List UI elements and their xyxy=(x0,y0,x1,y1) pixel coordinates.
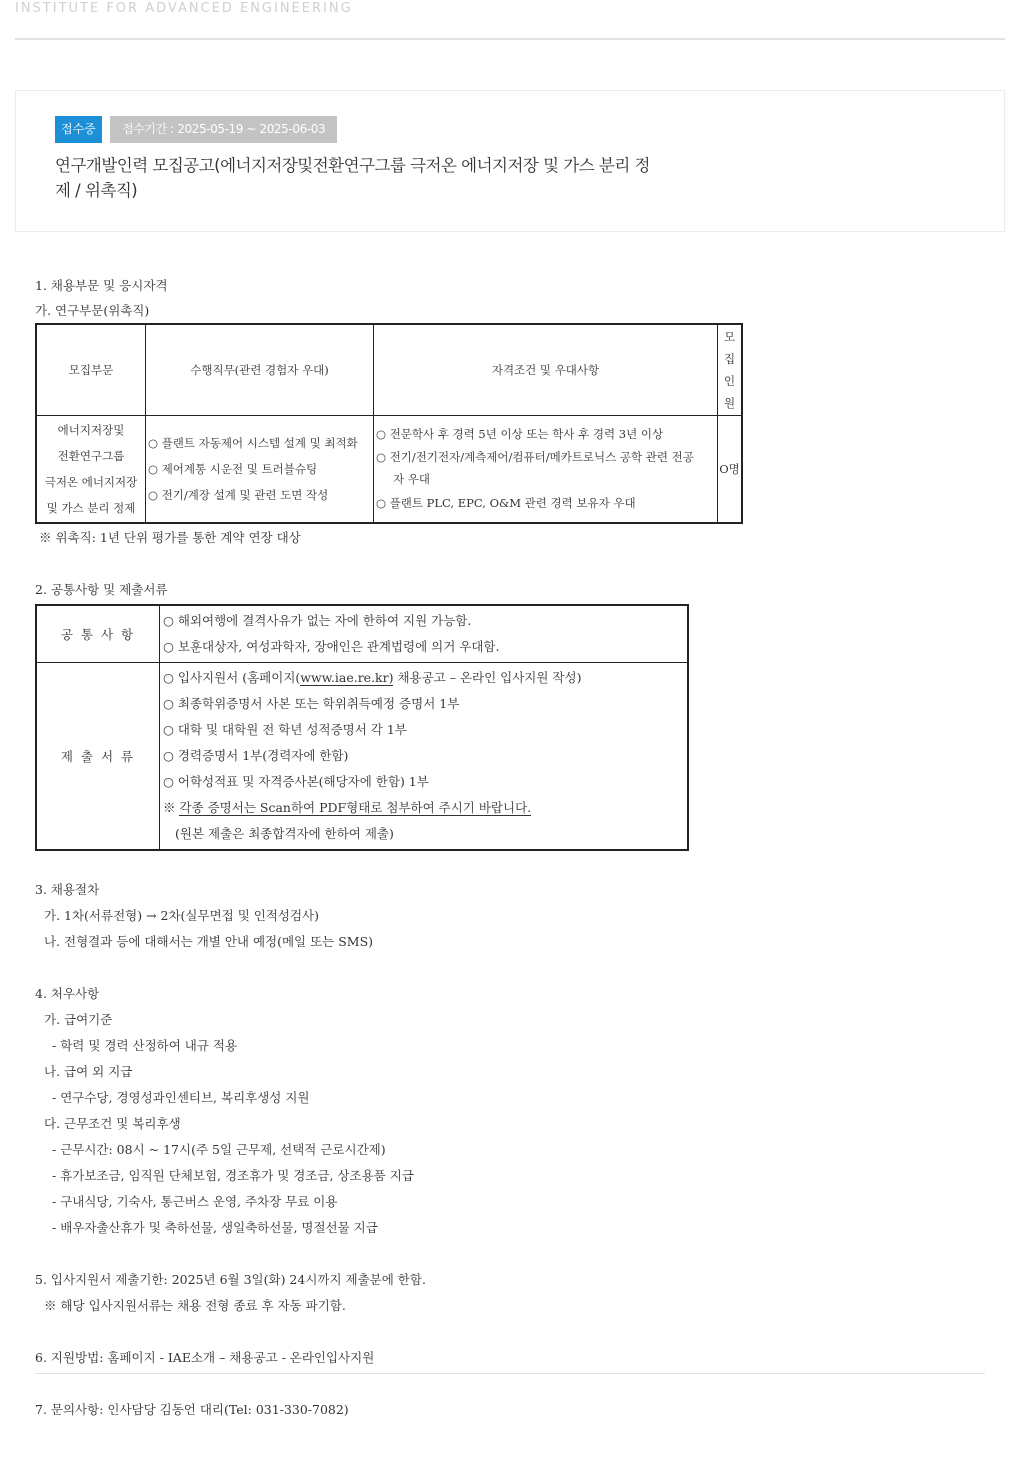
section-7-heading: 7. 문의사항: 인사담당 김동언 대리(Tel: 031-330-7082) xyxy=(35,1402,349,1417)
docs-cell xyxy=(160,663,689,851)
dept-cell xyxy=(36,416,146,524)
section-4-heading: 4. 처우사항 xyxy=(35,986,100,1001)
docs-item: ○ 최종학위증명서 사본 또는 학위취득예정 증명서 1부 xyxy=(163,696,460,711)
docs-label: 제 출 서 류 xyxy=(36,663,160,851)
content-divider xyxy=(35,1373,985,1374)
section-5-note: ※ 해당 입사지원서류는 채용 전형 종료 후 자동 파기함. xyxy=(44,1298,346,1313)
docs-note-text: 각종 증명서는 Scan하여 PDF형태로 첨부하여 주시기 바랍니다. xyxy=(179,800,532,815)
qual-cell xyxy=(374,416,718,524)
status-badge: 접수중 xyxy=(55,116,102,143)
docs-item: ○ 대학 및 대학원 전 학년 성적증명서 각 1부 xyxy=(163,722,407,737)
section-4-item: - 근무시간: 08시 ~ 17시(주 5일 근무제, 선택적 근로시간제) xyxy=(52,1142,386,1157)
section-1-note: ※ 위촉직: 1년 단위 평가를 통한 계약 연장 대상 xyxy=(39,530,301,545)
count-cell: O명 xyxy=(718,416,743,524)
qual-item: ○ 전문학사 후 경력 5년 이상 또는 학사 후 경력 3년 이상 xyxy=(376,427,664,441)
qual-item: ○ 전기/전기전자/계측제어/컴퓨터/메카트로닉스 공학 관련 전공 xyxy=(376,450,694,464)
section-1-sub: 가. 연구부문(위촉직) xyxy=(35,303,150,318)
period-badge: 접수기간 : 2025-05-19 ~ 2025-06-03 xyxy=(110,116,337,143)
docs-item: ○ 어학성적표 및 자격증사본(해당자에 한함) 1부 xyxy=(163,774,429,789)
post-body xyxy=(35,273,985,1423)
post-header xyxy=(15,90,1005,232)
dept-line: 에너지저장및 xyxy=(57,423,125,437)
dept-line: 극저온 에너지저장 xyxy=(44,475,138,489)
docs-item: ○ 경력증명서 1부(경력자에 한함) xyxy=(163,748,349,763)
recruit-table xyxy=(35,323,743,524)
section-4-sub-c: 다. 근무조건 및 복리후생 xyxy=(44,1116,181,1131)
section-1-heading: 1. 채용부문 및 응시자격 xyxy=(35,278,168,293)
docs-item-application xyxy=(163,665,687,691)
homepage-link[interactable]: www.iae.re.kr) xyxy=(300,670,394,685)
docs-note-2: (원본 제출은 최종합격자에 한하여 제출) xyxy=(175,826,394,841)
common-item: ○ 해외여행에 결격사유가 없는 자에 한하여 지원 가능함. xyxy=(163,613,472,628)
duty-item: ○ 제어계통 시운전 및 트러블슈팅 xyxy=(148,462,318,476)
section-4-item: - 연구수당, 경영성과인센티브, 복리후생성 지원 xyxy=(52,1090,310,1105)
section-5-heading: 5. 입사지원서 제출기한: 2025년 6월 3일(화) 24시까지 제출분에 한함. xyxy=(35,1272,426,1287)
section-4-item: - 구내식당, 기숙사, 통근버스 운영, 주차장 무료 이용 xyxy=(52,1194,338,1209)
section-2-heading: 2. 공통사항 및 제출서류 xyxy=(35,582,168,597)
th-dept: 모집부문 xyxy=(36,324,146,416)
duty-item: ○ 전기/계장 설계 및 관련 도면 작성 xyxy=(148,488,329,502)
institute-name: INSTITUTE FOR ADVANCED ENGINEERING xyxy=(15,1,353,16)
site-header xyxy=(15,0,1005,40)
section-3-item: 가. 1차(서류전형) → 2차(실무면접 및 인적성검사) xyxy=(44,908,320,923)
duty-item: ○ 플랜트 자동제어 시스템 설계 및 최적화 xyxy=(148,436,358,450)
section-4-sub-a: 가. 급여기준 xyxy=(44,1012,113,1027)
qual-item-cont: 자 우대 xyxy=(393,472,430,486)
common-label: 공 통 사 항 xyxy=(36,605,160,663)
docs-note-mark: ※ xyxy=(163,800,180,815)
th-count-line1: 모집 xyxy=(723,330,736,366)
section-4-item: - 학력 및 경력 산정하여 내규 적용 xyxy=(52,1038,238,1053)
docs-item-pre: ○ 입사지원서 (홈페이지( xyxy=(163,670,301,685)
duty-cell xyxy=(146,416,374,524)
post-title: 연구개발인력 모집공고(에너지저장및전환연구그룹 극저온 에너지저장 및 가스 분리 정제 / 위촉직) xyxy=(55,156,650,200)
section-4-sub-b: 나. 급여 외 지급 xyxy=(44,1064,133,1079)
common-item: ○ 보훈대상자, 여성과학자, 장애인은 관계법령에 의거 우대함. xyxy=(163,639,500,654)
section-4-item: - 휴가보조금, 임직원 단체보험, 경조휴가 및 경조금, 상조용품 지급 xyxy=(52,1168,414,1183)
docs-item-post: 채용공고 – 온라인 입사지원 작성) xyxy=(393,670,582,685)
th-count-line2: 인원 xyxy=(723,374,736,410)
section-6-heading: 6. 지원방법: 홈페이지 - IAE소개 – 채용공고 - 온라인입사지원 xyxy=(35,1350,375,1365)
section-4-item: - 배우자출산휴가 및 축하선물, 생일축하선물, 명절선물 지급 xyxy=(52,1220,378,1235)
docs-table xyxy=(35,604,689,851)
section-3-item: 나. 전형결과 등에 대해서는 개별 안내 예정(메일 또는 SMS) xyxy=(44,934,374,949)
section-3-heading: 3. 채용절차 xyxy=(35,882,100,897)
dept-line: 전환연구그룹 xyxy=(57,449,125,463)
dept-line: 및 가스 분리 정제 xyxy=(46,501,136,515)
th-qual: 자격조건 및 우대사항 xyxy=(374,324,718,416)
common-cell xyxy=(160,605,689,663)
qual-item: ○ 플랜트 PLC, EPC, O&M 관련 경력 보유자 우대 xyxy=(376,496,636,510)
docs-note xyxy=(163,795,687,821)
th-count xyxy=(718,324,743,416)
th-duty: 수행직무(관련 경험자 우대) xyxy=(146,324,374,416)
